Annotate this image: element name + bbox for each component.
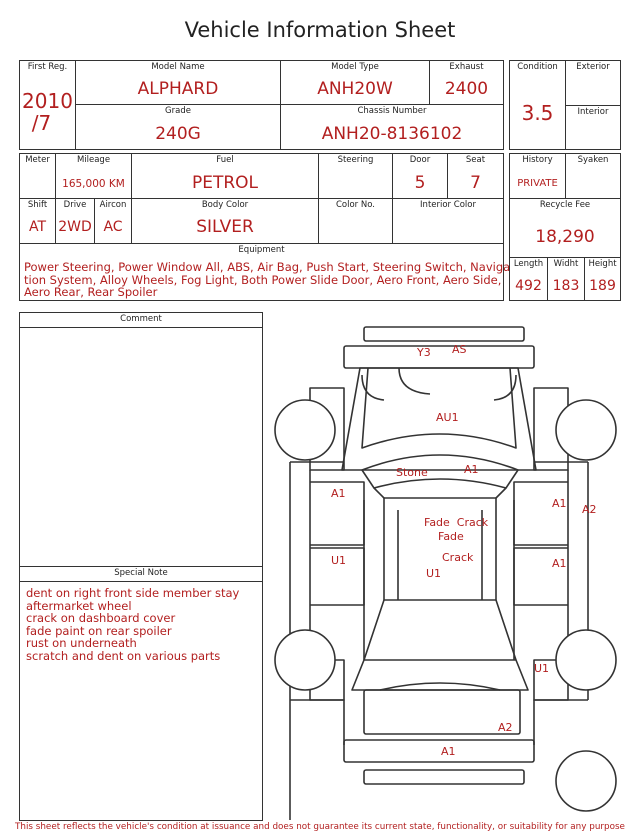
interior-label: Interior xyxy=(577,107,609,117)
condition-cell xyxy=(509,60,566,150)
wheel-front-left xyxy=(275,400,335,460)
model-name-value: ALPHARD xyxy=(137,79,219,99)
seat-value: 7 xyxy=(470,173,481,193)
color-no-label: Color No. xyxy=(335,200,375,210)
model-type-value: ANH20W xyxy=(317,79,393,99)
body-color-cell xyxy=(131,198,319,244)
door-value: 5 xyxy=(414,173,426,193)
special-note-item: aftermarket wheel xyxy=(26,598,132,613)
door-cell xyxy=(392,153,448,199)
width-cell xyxy=(547,257,585,301)
exhaust-label: Exhaust xyxy=(449,62,484,72)
meter-cell xyxy=(19,153,56,199)
special-note-box xyxy=(19,566,263,821)
recycle-fee-cell xyxy=(509,198,621,258)
length-value: 492 xyxy=(515,278,542,294)
grade-label: Grade xyxy=(165,106,191,116)
exterior-label: Exterior xyxy=(576,62,610,72)
equipment-cell xyxy=(19,243,511,301)
drive-cell xyxy=(55,198,95,244)
special-note-item: scratch and dent on various parts xyxy=(26,648,221,663)
width-value: 183 xyxy=(552,278,580,294)
history-cell xyxy=(509,153,566,199)
damage-mark-a1-right-rear: A1 xyxy=(552,557,567,570)
damage-mark-as: AS xyxy=(452,343,467,356)
aircon-label: Aircon xyxy=(99,200,127,210)
recycle-fee-label: Recycle Fee xyxy=(539,200,591,210)
model-type-cell xyxy=(280,60,430,105)
length-cell xyxy=(509,257,548,301)
width-label: Widht xyxy=(553,259,579,269)
aircon-value: AC xyxy=(103,219,123,235)
fuel-value: PETROL xyxy=(191,173,259,193)
chassis-number-cell xyxy=(280,104,504,150)
fuel-label: Fuel xyxy=(216,155,234,165)
special-note-item: fade paint on rear spoiler xyxy=(26,623,172,638)
comment-box xyxy=(19,312,263,567)
meter-label: Meter xyxy=(25,155,50,165)
mileage-label: Mileage xyxy=(76,155,111,165)
chassis-number-value: ANH20-8136102 xyxy=(321,124,463,144)
damage-mark-fade: Fade xyxy=(438,530,464,543)
equipment-label: Equipment xyxy=(238,245,285,255)
condition-label: Condition xyxy=(517,62,558,72)
damage-mark-u1-right-rear: U1 xyxy=(534,662,550,675)
special-note-item: rust on underneath xyxy=(26,636,137,651)
special-note-label: Special Note xyxy=(114,568,168,578)
shift-value: AT xyxy=(28,219,47,235)
steering-label: Steering xyxy=(337,155,374,165)
seat-cell xyxy=(447,153,504,199)
damage-mark-a1-left-front: A1 xyxy=(331,487,346,500)
special-note-header xyxy=(20,567,262,582)
comment-header xyxy=(20,313,262,328)
condition-value: 3.5 xyxy=(521,101,554,125)
first-reg-year: 2010 xyxy=(22,89,73,113)
spare-wheel xyxy=(556,751,616,811)
special-note-item: dent on right front side member stay xyxy=(26,586,240,600)
chassis-number-label: Chassis Number xyxy=(357,106,427,116)
special-note-list xyxy=(26,587,239,663)
door-label: Door xyxy=(409,155,431,165)
comment-label: Comment xyxy=(120,314,162,324)
height-label: Height xyxy=(588,259,617,269)
grade-cell xyxy=(75,104,281,150)
body-color-label: Body Color xyxy=(201,200,249,210)
damage-mark-a2-rear: A2 xyxy=(498,721,513,734)
mileage-value: 165,000 KM xyxy=(62,178,125,190)
steering-cell xyxy=(318,153,393,199)
model-name-label: Model Name xyxy=(151,62,205,72)
wheel-front-right xyxy=(556,400,616,460)
equipment-line: tion System, Alloy Wheels, Fog Light, Both Power Slide Door, Aero Front, Aero Side, xyxy=(24,272,502,287)
exhaust-cell xyxy=(429,60,504,105)
equipment-line: Power Steering, Power Window All, ABS, Air Bag, Push Start, Steering Switch, Naviga xyxy=(24,260,511,274)
interior-color-label: Interior Color xyxy=(420,200,476,210)
equipment-text xyxy=(24,260,511,299)
first-reg-cell xyxy=(19,60,76,150)
height-value: 189 xyxy=(589,278,616,294)
damage-mark-fade-crack: Fade Crack xyxy=(424,516,489,529)
exterior-cell xyxy=(565,60,621,106)
history-label: History xyxy=(522,155,553,165)
damage-mark-stone: Stone xyxy=(396,466,428,479)
aircon-cell xyxy=(94,198,132,244)
seat-label: Seat xyxy=(465,155,486,165)
history-value: PRIVATE xyxy=(517,178,558,189)
damage-mark-u1-center: U1 xyxy=(426,567,442,580)
model-name-cell xyxy=(75,60,281,105)
shift-cell xyxy=(19,198,56,244)
interior-color-cell xyxy=(392,198,504,244)
syaken-cell xyxy=(565,153,621,199)
equipment-line: Aero Rear, Rear Spoiler xyxy=(24,285,158,299)
damage-mark-a2-right: A2 xyxy=(582,503,597,516)
grade-value: 240G xyxy=(155,124,201,144)
color-no-cell xyxy=(318,198,393,244)
mileage-cell xyxy=(55,153,132,199)
interior-cell xyxy=(565,105,621,150)
damage-mark-crack: Crack xyxy=(442,551,474,564)
syaken-label: Syaken xyxy=(577,155,609,165)
drive-value: 2WD xyxy=(58,219,92,235)
sheet-title: Vehicle Information Sheet xyxy=(184,18,456,42)
first-reg-label: First Reg. xyxy=(27,62,68,72)
shift-label: Shift xyxy=(27,200,48,210)
damage-mark-u1-left: U1 xyxy=(331,554,347,567)
model-type-label: Model Type xyxy=(331,62,379,72)
exhaust-value: 2400 xyxy=(444,79,489,99)
damage-mark-y3: Y3 xyxy=(417,346,431,359)
body-color-value: SILVER xyxy=(196,217,254,237)
special-note-item: crack on dashboard cover xyxy=(26,611,176,626)
fuel-cell xyxy=(131,153,319,199)
first-reg-month: /7 xyxy=(31,111,52,135)
height-cell xyxy=(584,257,621,301)
drive-label: Drive xyxy=(63,200,87,210)
wheel-rear-left xyxy=(275,630,335,690)
recycle-fee-value: 18,290 xyxy=(535,227,595,247)
damage-mark-a1-rear: A1 xyxy=(441,745,456,758)
length-label: Length xyxy=(513,259,544,269)
disclaimer-footer: This sheet reflects the vehicle's condition at issuance and does not guarantee its current state, functionality, or suitability for any purpose xyxy=(15,822,625,832)
damage-mark-a1-right-front: A1 xyxy=(552,497,567,510)
wheel-rear-right xyxy=(556,630,616,690)
damage-mark-au1: AU1 xyxy=(436,411,459,424)
damage-mark-a1-roof: A1 xyxy=(464,463,479,476)
